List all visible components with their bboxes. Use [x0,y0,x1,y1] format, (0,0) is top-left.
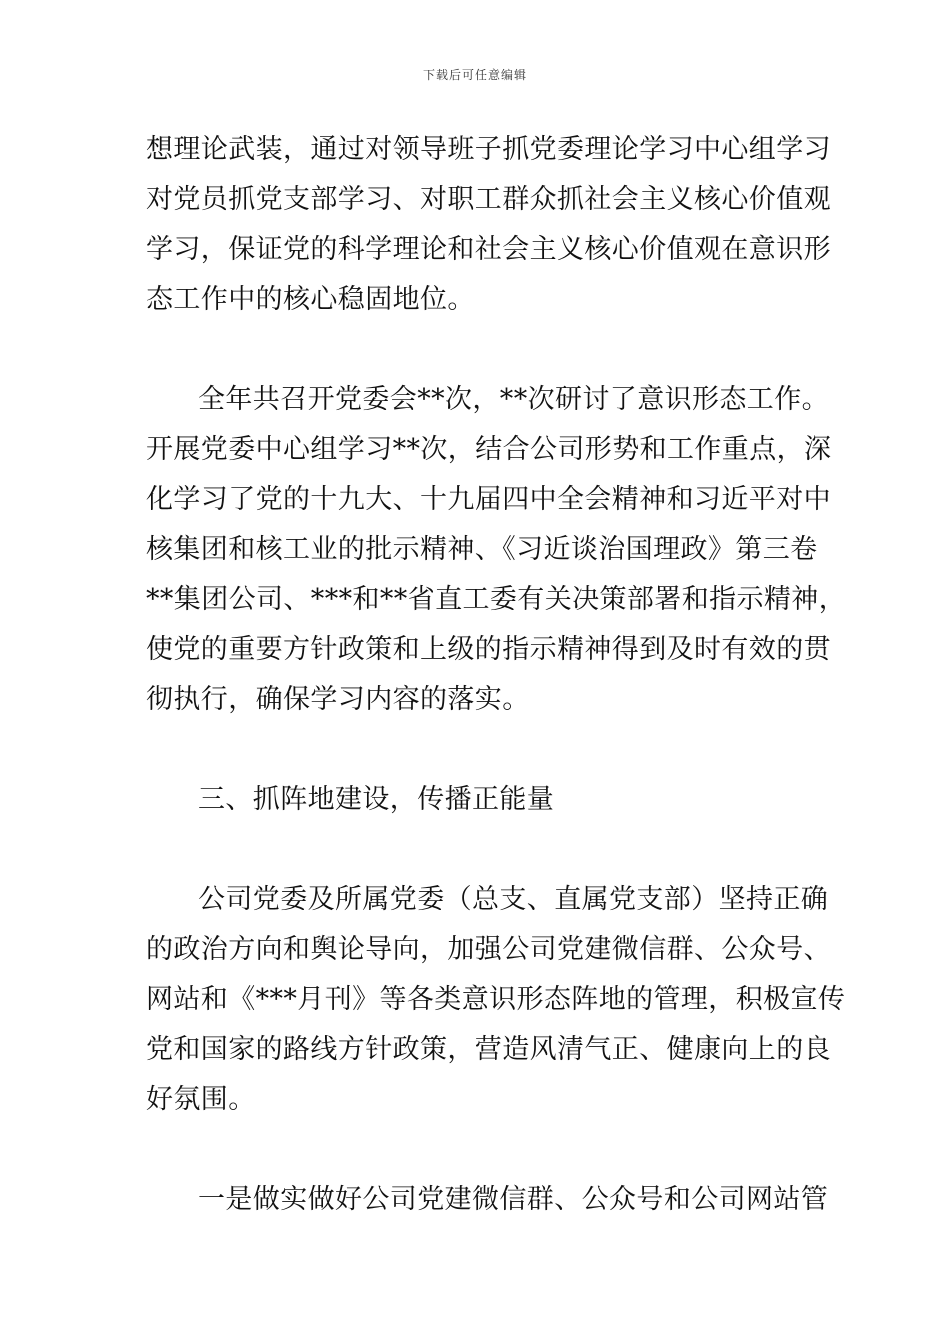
paragraph-1-line-2: 对党员抓党支部学习、对职工群众抓社会主义核心价值观 [146,184,831,215]
page-header: 下载后可任意编辑 [422,68,527,82]
paragraph-3-line-2: 的政治方向和舆论导向，加强公司党建微信群、公众号、 [146,934,831,965]
paragraph-4-line-1: 一是做实做好公司党建微信群、公众号和公司网站管 [198,1184,829,1215]
paragraph-3-line-3: 网站和《***月刊》等各类意识形态阵地的管理，积极宣传 [146,984,846,1015]
paragraph-2-line-6: 使党的重要方针政策和上级的指示精神得到及时有效的贯 [146,634,831,665]
paragraph-1-line-4: 态工作中的核心稳固地位。 [146,284,475,315]
paragraph-2-line-3: 化学习了党的十九大、十九届四中全会精神和习近平对中 [146,484,831,515]
paragraph-2-line-5: **集团公司、***和**省直工委有关决策部署和指示精神， [146,584,847,615]
paragraph-3-line-1: 公司党委及所属党委（总支、直属党支部）坚持正确 [198,884,829,915]
paragraph-2-line-7: 彻执行，确保学习内容的落实。 [146,684,530,715]
paragraph-2-line-1: 全年共召开党委会**次，**次研讨了意识形态工作。 [198,384,829,415]
paragraph-1-line-3: 学习，保证党的科学理论和社会主义核心价值观在意识形 [146,234,831,265]
paragraph-1-line-1: 想理论武装，通过对领导班子抓党委理论学习中心组学习 [146,134,831,165]
paragraph-2-line-4: 核集团和核工业的批示精神、《习近谈治国理政》第三卷 [146,534,818,565]
paragraph-2-line-2: 开展党委中心组学习**次，结合公司形势和工作重点，深 [146,434,832,465]
section-heading-3: 三、抓阵地建设，传播正能量 [198,784,555,815]
paragraph-3-line-4: 党和国家的路线方针政策，营造风清气正、健康向上的良 [146,1034,831,1065]
paragraph-3-line-5: 好氛围。 [146,1084,256,1115]
